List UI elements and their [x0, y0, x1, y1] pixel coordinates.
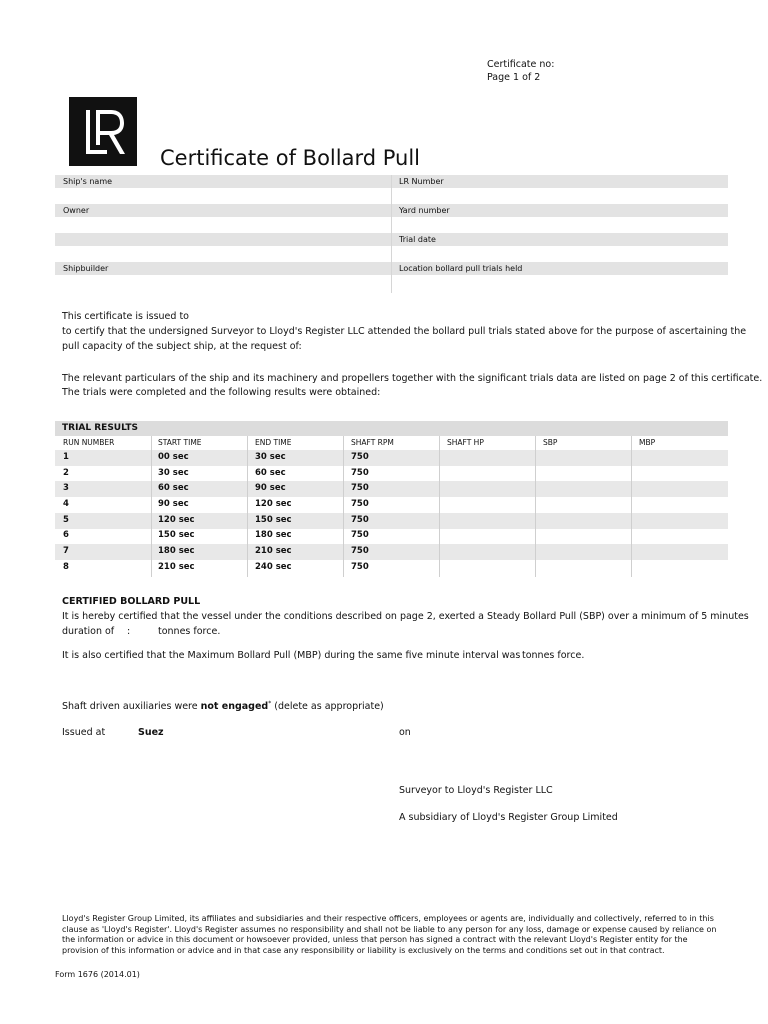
- start-time-cell: 120 sec: [158, 515, 195, 525]
- table-row: [55, 450, 728, 466]
- end-time-cell: 90 sec: [255, 483, 286, 493]
- shipbuilder-label: Shipbuilder: [63, 264, 109, 273]
- start-time-cell: 150 sec: [158, 530, 195, 540]
- run-number-cell: 6: [63, 530, 69, 540]
- yard-number-label: Yard number: [399, 206, 450, 215]
- certificate-no-label: Certificate no:: [487, 59, 555, 70]
- col-start-time: START TIME: [158, 438, 202, 447]
- owner-label: Owner: [63, 206, 90, 215]
- table-row: [55, 560, 728, 576]
- table-column-divider: [631, 436, 632, 577]
- intro-line1: This certificate is issued to: [62, 311, 189, 322]
- intro-line5: The trials were completed and the following results were obtained:: [62, 387, 381, 398]
- run-number-cell: 5: [63, 515, 69, 525]
- table-column-divider: [151, 436, 152, 577]
- trial-results-title: TRIAL RESULTS: [62, 423, 138, 433]
- legal-disclaimer: Lloyd's Register Group Limited, its affiliates and subsidiaries and their respective officers, employees or agents are, individually and collectively, referred to in this clause as 'Lloyd's Register'. Lloyd's Register assumes no responsibility and shall not be liable to any person for any loss, damage or expense caused by reliance on the information or advice in this document or howsoever provided, unless that person has signed a contract with the relevant Lloyd's Register entity for the provision of this information or advice and in that case any responsibility or liability is exclusively on the terms and conditions set out in that contract.: [62, 914, 717, 955]
- start-time-cell: 60 sec: [158, 483, 189, 493]
- certified-line3-a: It is also certified that the Maximum Bollard Pull (MBP) during the same five minute interval was: [62, 650, 521, 661]
- table-column-divider: [535, 436, 536, 577]
- run-number-cell: 3: [63, 483, 69, 493]
- table-row: [55, 481, 728, 497]
- certified-bollard-pull-title: CERTIFIED BOLLARD PULL: [62, 596, 201, 607]
- table-row: [55, 466, 728, 482]
- intro-line2: to certify that the undersigned Surveyor to Lloyd's Register LLC attended the bollard pull trials stated above for the purpose of ascertaining the: [62, 326, 747, 337]
- end-time-cell: 180 sec: [255, 530, 292, 540]
- certificate-meta: [487, 58, 554, 84]
- run-number-cell: 8: [63, 562, 69, 572]
- end-time-cell: 60 sec: [255, 468, 286, 478]
- auxiliaries-prefix: Shaft driven auxiliaries were: [62, 701, 201, 713]
- trial-date-label: Trial date: [399, 235, 436, 244]
- lr-logo: [69, 97, 137, 166]
- subsidiary-statement: A subsidiary of Lloyd's Register Group Limited: [399, 812, 618, 823]
- col-shaft-rpm: SHAFT RPM: [351, 438, 394, 447]
- table-column-divider: [343, 436, 344, 577]
- surveyor-signature-line: Surveyor to Lloyd's Register LLC: [399, 785, 553, 796]
- start-time-cell: 210 sec: [158, 562, 195, 572]
- trial-results-header-bar: [55, 421, 728, 436]
- auxiliaries-status: not engaged: [200, 701, 269, 713]
- shaft-rpm-cell: 750: [351, 468, 369, 478]
- form-number: Form 1676 (2014.01): [55, 970, 140, 979]
- certified-line2-b: :: [127, 626, 131, 637]
- lr-number-label: LR Number: [399, 177, 444, 186]
- auxiliaries-footnote-mark: *: [268, 700, 272, 707]
- shaft-rpm-cell: 750: [351, 546, 369, 556]
- shaft-rpm-cell: 750: [351, 499, 369, 509]
- document-title: Certificate of Bollard Pull: [160, 146, 421, 170]
- run-number-cell: 1: [63, 452, 69, 462]
- table-row: [55, 544, 728, 560]
- end-time-cell: 150 sec: [255, 515, 292, 525]
- intro-line3: pull capacity of the subject ship, at the request of:: [62, 341, 302, 352]
- issued-on-label: on: [399, 727, 411, 738]
- table-column-divider: [247, 436, 248, 577]
- shaft-rpm-cell: 750: [351, 452, 369, 462]
- location-label: Location bollard pull trials held: [399, 264, 523, 273]
- col-sbp: SBP: [543, 438, 558, 447]
- table-row: [55, 513, 728, 529]
- start-time-cell: 180 sec: [158, 546, 195, 556]
- run-number-cell: 4: [63, 499, 69, 509]
- issued-at-label: Issued at: [62, 727, 106, 738]
- certified-line3-b: tonnes force.: [522, 650, 585, 661]
- end-time-cell: 30 sec: [255, 452, 286, 462]
- intro-line4: The relevant particulars of the ship and its machinery and propellers together with the significant trials data are listed on page 2 of this certificate.: [62, 373, 763, 384]
- issued-at-place: Suez: [138, 727, 164, 738]
- run-number-cell: 2: [63, 468, 69, 478]
- table-column-divider: [439, 436, 440, 577]
- certified-line2-a: duration of: [62, 626, 115, 637]
- field-divider: [391, 175, 392, 293]
- table-row: [55, 497, 728, 513]
- ships-name-label: Ship's name: [63, 177, 113, 186]
- auxiliaries-statement: [62, 696, 384, 714]
- start-time-cell: 00 sec: [158, 452, 189, 462]
- shaft-rpm-cell: 750: [351, 483, 369, 493]
- col-run-number: RUN NUMBER: [63, 438, 115, 447]
- col-shaft-hp: SHAFT HP: [447, 438, 484, 447]
- start-time-cell: 90 sec: [158, 499, 189, 509]
- shaft-rpm-cell: 750: [351, 530, 369, 540]
- shaft-rpm-cell: 750: [351, 562, 369, 572]
- page-number: Page 1 of 2: [487, 72, 541, 83]
- auxiliaries-suffix: (delete as appropriate): [271, 701, 384, 713]
- col-mbp: MBP: [639, 438, 656, 447]
- col-end-time: END TIME: [255, 438, 292, 447]
- shaft-rpm-cell: 750: [351, 515, 369, 525]
- end-time-cell: 120 sec: [255, 499, 292, 509]
- certified-line2-c: tonnes force.: [158, 626, 221, 637]
- certified-line1: It is hereby certified that the vessel under the conditions described on page 2, exerted a Steady Bollard Pull (SBP) over a minimum of 5 minutes: [62, 611, 749, 622]
- start-time-cell: 30 sec: [158, 468, 189, 478]
- run-number-cell: 7: [63, 546, 69, 556]
- table-row: [55, 528, 728, 544]
- end-time-cell: 240 sec: [255, 562, 292, 572]
- end-time-cell: 210 sec: [255, 546, 292, 556]
